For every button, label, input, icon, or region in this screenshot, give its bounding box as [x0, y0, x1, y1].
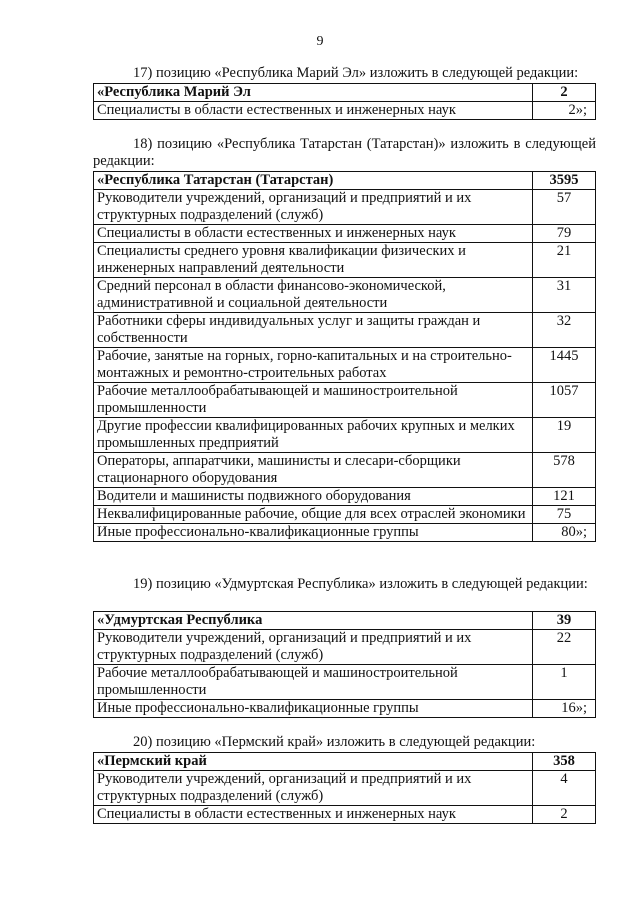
row-value: 4: [533, 771, 596, 806]
row-label: Иные профессионально-квалификационные группы: [94, 700, 533, 718]
table-row: [94, 771, 596, 806]
row-value: 57: [533, 190, 596, 225]
row-value: 22: [533, 630, 596, 665]
table-row: [94, 524, 596, 542]
row-label: Иные профессионально-квалификационные группы: [94, 524, 533, 542]
table-row: [94, 630, 596, 665]
table-row: [94, 190, 596, 225]
section-17-intro: 17) позицию «Республика Марий Эл» изложить в следующей редакции:: [133, 65, 579, 81]
row-label: Операторы, аппаратчики, машинисты и слесари-сборщики стационарного оборудования: [94, 453, 533, 488]
row-value: 2: [533, 806, 596, 824]
row-value: 80»;: [533, 524, 596, 542]
section-19-table: [93, 611, 596, 718]
row-label: Руководители учреждений, организаций и предприятий и их структурных подразделений (служб): [94, 630, 533, 665]
table-row: [94, 488, 596, 506]
row-label: Руководители учреждений, организаций и предприятий и их структурных подразделений (служб): [94, 771, 533, 806]
section-20-intro: 20) позицию «Пермский край» изложить в следующей редакции:: [133, 734, 536, 750]
row-label: Руководители учреждений, организаций и предприятий и их структурных подразделений (служб): [94, 190, 533, 225]
table-row: [94, 700, 596, 718]
row-value: 2»;: [533, 102, 596, 120]
row-label: Рабочие, занятые на горных, горно-капитальных и на строительно-монтажных и ремонтно-строительных работах: [94, 348, 533, 383]
table-row: [94, 665, 596, 700]
region-name: «Пермский край: [94, 753, 533, 771]
table-header-row: [94, 612, 596, 630]
row-label: Рабочие металлообрабатывающей и машиностроительной промышленности: [94, 665, 533, 700]
table-row: [94, 348, 596, 383]
region-total: 3595: [533, 172, 596, 190]
row-label: Специалисты в области естественных и инженерных наук: [94, 806, 533, 824]
row-value: 21: [533, 243, 596, 278]
region-total: 39: [533, 612, 596, 630]
region-name: «Республика Татарстан (Татарстан): [94, 172, 533, 190]
table-row: [94, 418, 596, 453]
region-name: «Республика Марий Эл: [94, 84, 533, 102]
table-row: [94, 313, 596, 348]
row-label: Другие профессии квалифицированных рабочих крупных и мелких промышленных предприятий: [94, 418, 533, 453]
row-value: 1057: [533, 383, 596, 418]
table-header-row: [94, 172, 596, 190]
row-label: Работники сферы индивидуальных услуг и защиты граждан и собственности: [94, 313, 533, 348]
table-row: [94, 243, 596, 278]
row-label: Средний персонал в области финансово-экономической, административной и социальной деятельности: [94, 278, 533, 313]
table-row: [94, 383, 596, 418]
row-value: 19: [533, 418, 596, 453]
row-value: 79: [533, 225, 596, 243]
section-20-table: [93, 752, 596, 824]
row-label: Специалисты в области естественных и инженерных наук: [94, 102, 533, 120]
row-label: Специалисты среднего уровня квалификации физических и инженерных направлений деятельности: [94, 243, 533, 278]
page-number: 9: [316, 34, 324, 49]
row-label: Водители и машинисты подвижного оборудования: [94, 488, 533, 506]
row-label: Неквалифицированные рабочие, общие для всех отраслей экономики: [94, 506, 533, 524]
table-row: [94, 102, 596, 120]
row-label: Рабочие металлообрабатывающей и машиностроительной промышленности: [94, 383, 533, 418]
row-value: 1445: [533, 348, 596, 383]
row-value: 121: [533, 488, 596, 506]
region-total: 2: [533, 84, 596, 102]
row-value: 32: [533, 313, 596, 348]
section-17-table: [93, 83, 596, 120]
region-total: 358: [533, 753, 596, 771]
section-18-table: [93, 171, 596, 542]
table-row: [94, 806, 596, 824]
section-18-intro: 18) позицию «Республика Татарстан (Татарстан)» изложить в следующей редакции:: [93, 136, 596, 169]
region-name: «Удмуртская Республика: [94, 612, 533, 630]
row-value: 578: [533, 453, 596, 488]
row-value: 75: [533, 506, 596, 524]
table-row: [94, 278, 596, 313]
table-row: [94, 453, 596, 488]
section-19-intro: 19) позицию «Удмуртская Республика» изложить в следующей редакции:: [133, 576, 588, 592]
table-row: [94, 506, 596, 524]
row-value: 1: [533, 665, 596, 700]
row-label: Специалисты в области естественных и инженерных наук: [94, 225, 533, 243]
table-header-row: [94, 84, 596, 102]
table-row: [94, 225, 596, 243]
table-header-row: [94, 753, 596, 771]
row-value: 31: [533, 278, 596, 313]
row-value: 16»;: [533, 700, 596, 718]
